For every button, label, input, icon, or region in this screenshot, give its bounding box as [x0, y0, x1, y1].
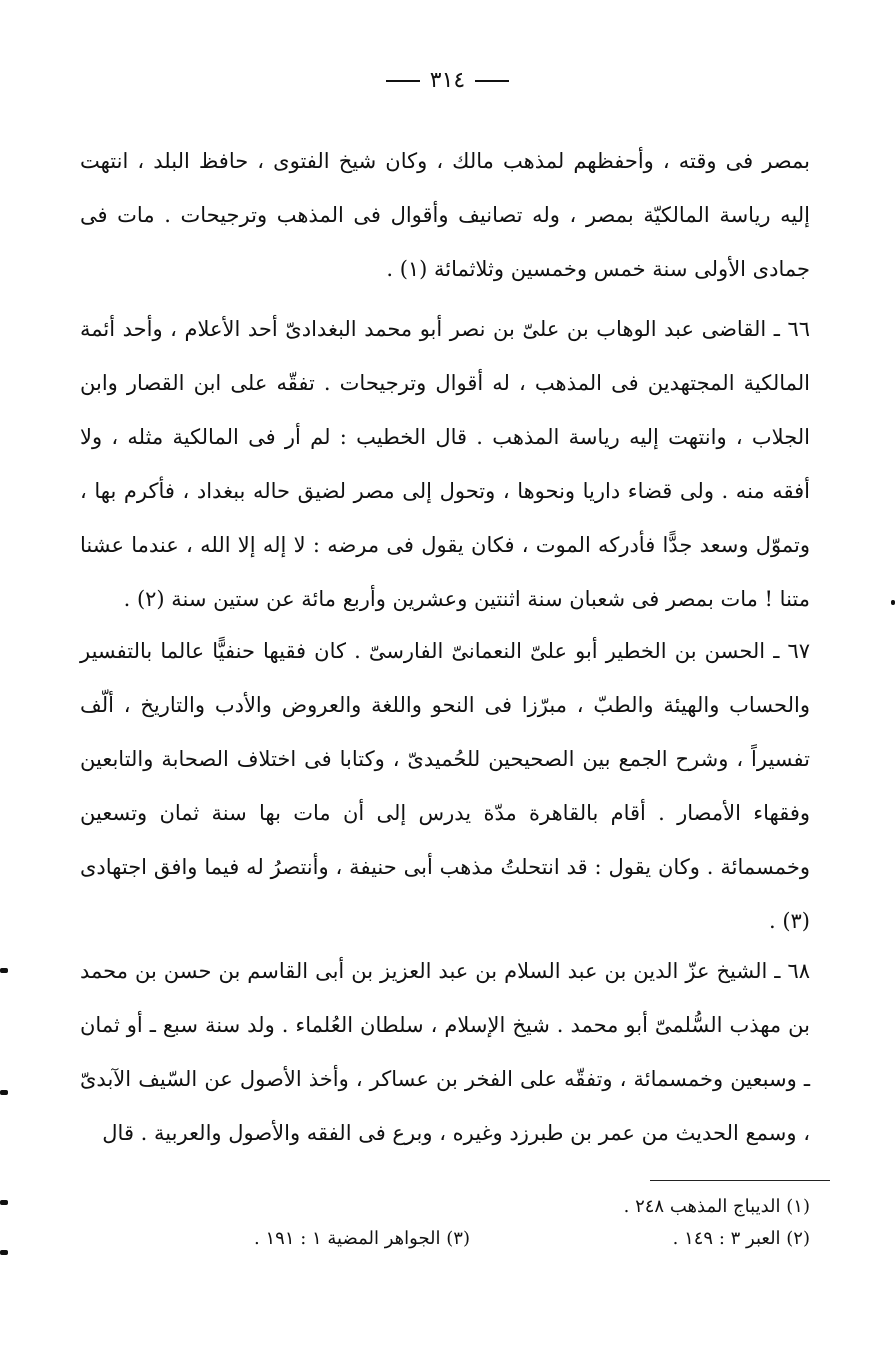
scan-edge-mark: [0, 1250, 8, 1255]
paragraph-continuation: [80, 134, 810, 296]
paragraph-text: ٦٨ ـ الشيخ عزّ الدين بن عبد السلام بن عبد العزيز بن أبى القاسم بن حسن بن محمد بن مهذب السُّلمىّ أبو محمد . شيخ الإسلام ، سلطان العُلماء . ولد سنة سبع ـ أو ثمان ـ وسبعين وخمسمائة ، وتفقّه على الفخر بن عساكر ، وأخذ الأصول عن السّيف الآبدىّ ، وسمع الحديث من عمر بن طبرزد وغيره ، وبرع فى الفقه والأصول والعربية . قال: [80, 959, 811, 1145]
paragraph-text: بمصر فى وقته ، وأحفظهم لمذهب مالك ، وكان شيخ الفتوى ، حافظ البلد ، انتهت إليه رياسة المالكيّة بمصر ، وله تصانيف وأقوال فى المذهب وترجيحات . مات فى جمادى الأولى سنة خمس وخمسين وثلاثمائة (١) .: [80, 149, 810, 281]
page-number: ٣١٤: [0, 68, 895, 93]
entry-66: [80, 302, 810, 626]
scan-edge-mark: [0, 1200, 8, 1205]
entry-67: [80, 624, 810, 948]
paragraph-text: ٦٧ ـ الحسن بن الخطير أبو علىّ النعمانىّ الفارسىّ . كان فقيها حنفيًّا عالما بالتفسير والحساب والهيئة والطبّ ، مبرّزا فى النحو واللغة والعروض والأدب والتاريخ ، ألّف تفسيراً ، وشرح الجمع بين الصحيحين للحُميدىّ ، وكتابا فى اختلاف الصحابة والتابعين وفقهاء الأمصار . أقام بالقاهرة مدّة يدرس إلى أن مات بها سنة ثمان وتسعين وخمسمائة . وكان يقول : قد انتحلتُ مذهب أبى حنيفة ، وأنتصرُ له فيما وافق اجتهادى (٣) .: [80, 639, 810, 933]
scan-edge-mark: [0, 1090, 8, 1095]
scan-edge-mark: [0, 968, 8, 973]
footnote-1: (١) الديباج المذهب ٢٤٨ .: [623, 1196, 810, 1217]
entry-68: [80, 944, 810, 1160]
paragraph-text: ٦٦ ـ القاضى عبد الوهاب بن علىّ بن نصر أبو محمد البغدادىّ أحد الأعلام ، وأحد أئمة المالكية المجتهدين فى المذهب ، له أقوال وترجيحات . تفقّه على ابن القصار وابن الجلاب ، وانتهت إليه رياسة المذهب . قال الخطيب : لم أر فى المالكية مثله ، ولا أفقه منه . ولى قضاء داريا ونحوها ، وتحول إلى مصر لضيق حاله ببغداد ، فأكرم بها ، وتموّل وسعد جدًّا فأدركه الموت ، فكان يقول فى مرضه : لا إله إلا الله ، عندما عشنا متنا ! مات بمصر فى شعبان سنة اثنتين وعشرين وأربع مائة عن ستين سنة (٢) .: [80, 317, 810, 611]
footnote-3: (٣) الجواهر المضية ١ : ١٩١ .: [254, 1228, 470, 1249]
footnote-divider: [650, 1180, 830, 1181]
footnote-2: (٢) العبر ٣ : ١٤٩ .: [672, 1228, 810, 1249]
scan-edge-mark: [891, 600, 895, 605]
